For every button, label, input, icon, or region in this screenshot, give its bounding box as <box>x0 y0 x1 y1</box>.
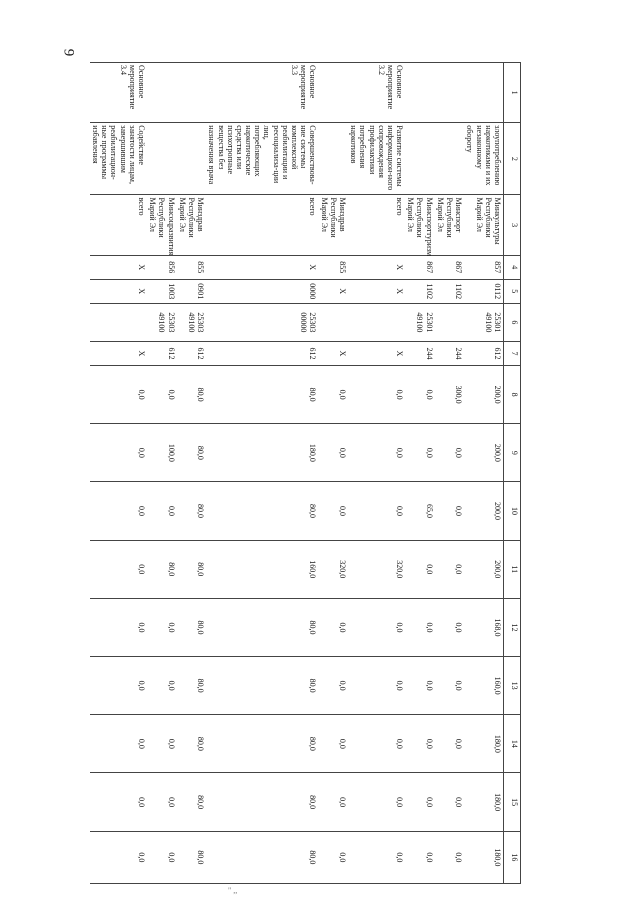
cell-c6: 25303 00000 <box>206 303 318 341</box>
value-cell: 0,0 <box>318 366 348 424</box>
table-row <box>206 63 318 884</box>
value-cell: 0,0 <box>405 540 435 598</box>
value-cell: 0,0 <box>435 424 465 482</box>
header-row <box>504 63 521 884</box>
value-cell: 0,0 <box>90 831 147 883</box>
cell-c3: Минздрав Республики Марий Эл <box>177 195 207 255</box>
value-cell: 0,0 <box>318 598 348 656</box>
value-cell: 0,0 <box>147 715 177 773</box>
cell-c7: 244 <box>405 341 435 365</box>
cell-c1 <box>177 63 207 123</box>
value-cell: 65,0 <box>405 482 435 540</box>
header-cell-7: 7 <box>504 341 521 365</box>
header-cell-13: 13 <box>504 657 521 715</box>
table-row <box>90 63 147 884</box>
cell-c3: Минкультуры Республики Марий Эл <box>464 195 503 255</box>
header-cell-1: 1 <box>504 63 521 123</box>
cell-c2: Содействие занятости лицам, завершившим реабилитацион-ные программы избавления <box>90 123 147 195</box>
cell-c6 <box>348 303 405 341</box>
table-row <box>318 63 348 884</box>
value-cell: 0,0 <box>90 540 147 598</box>
table-row <box>435 63 465 884</box>
value-cell: 200,0 <box>464 540 503 598</box>
cell-c7: X <box>90 341 147 365</box>
cell-c4: 857 <box>464 255 503 279</box>
value-cell: 80,0 <box>206 715 318 773</box>
cell-c1 <box>318 63 348 123</box>
cell-c7: X <box>348 341 405 365</box>
cell-c3: Минспорт Республики Марий Эл <box>435 195 465 255</box>
value-cell: 80,0 <box>147 540 177 598</box>
value-cell: 320,0 <box>348 540 405 598</box>
header-cell-15: 15 <box>504 773 521 831</box>
value-cell: 0,0 <box>90 424 147 482</box>
cell-c2 <box>147 123 177 195</box>
value-cell: 0,0 <box>318 657 348 715</box>
cell-c1 <box>405 63 435 123</box>
value-cell: 300,0 <box>435 366 465 424</box>
cell-c6 <box>435 303 465 341</box>
cell-c4: 856 <box>147 255 177 279</box>
cell-c5: X <box>318 279 348 303</box>
page-number: 9 <box>60 48 77 57</box>
value-cell: 80,0 <box>177 831 207 883</box>
footer-mark: " ,, <box>228 886 238 895</box>
header-cell-11: 11 <box>504 540 521 598</box>
cell-c7: 612 <box>147 341 177 365</box>
cell-c3: Минспорттуризм Республики Марий Эл <box>405 195 435 255</box>
value-cell: 80,0 <box>206 831 318 883</box>
cell-c7: 612 <box>177 341 207 365</box>
header-cell-4: 4 <box>504 255 521 279</box>
value-cell: 80,0 <box>206 657 318 715</box>
cell-c3: Минсоцразвития Республики Марий Эл <box>147 195 177 255</box>
value-cell: 320,0 <box>318 540 348 598</box>
cell-c3: всего <box>90 195 147 255</box>
header-cell-14: 14 <box>504 715 521 773</box>
header-cell-16: 16 <box>504 831 521 883</box>
value-cell: 100,0 <box>147 424 177 482</box>
header-cell-2: 2 <box>504 123 521 195</box>
value-cell: 200,0 <box>464 366 503 424</box>
value-cell: 180,0 <box>464 773 503 831</box>
cell-c1 <box>464 63 503 123</box>
table-row <box>405 63 435 884</box>
value-cell: 80,0 <box>177 366 207 424</box>
value-cell: 0,0 <box>90 366 147 424</box>
cell-c4: 867 <box>435 255 465 279</box>
cell-c7: 244 <box>435 341 465 365</box>
value-cell: 200,0 <box>464 482 503 540</box>
cell-c6 <box>318 303 348 341</box>
value-cell: 0,0 <box>147 482 177 540</box>
value-cell: 0,0 <box>435 773 465 831</box>
value-cell: 0,0 <box>318 831 348 883</box>
cell-c3: всего <box>348 195 405 255</box>
value-cell: 0,0 <box>435 715 465 773</box>
header-cell-10: 10 <box>504 482 521 540</box>
value-cell: 80,0 <box>177 598 207 656</box>
cell-c6 <box>90 303 147 341</box>
value-cell: 0,0 <box>435 831 465 883</box>
value-cell: 0,0 <box>405 598 435 656</box>
value-cell: 160,0 <box>206 540 318 598</box>
cell-c6: 25303 49100 <box>147 303 177 341</box>
cell-c2 <box>405 123 435 195</box>
value-cell: 0,0 <box>348 424 405 482</box>
value-cell: 168,0 <box>464 598 503 656</box>
value-cell: 0,0 <box>318 482 348 540</box>
cell-c7: 612 <box>464 341 503 365</box>
value-cell: 0,0 <box>435 540 465 598</box>
cell-c2 <box>177 123 207 195</box>
value-cell: 80,0 <box>206 773 318 831</box>
value-cell: 0,0 <box>90 715 147 773</box>
cell-c1: Основное мероприятие 3.4 <box>90 63 147 123</box>
value-cell: 0,0 <box>147 831 177 883</box>
cell-c5: X <box>90 279 147 303</box>
value-cell: 0,0 <box>318 715 348 773</box>
rotated-table-wrapper <box>91 62 521 884</box>
value-cell: 0,0 <box>147 657 177 715</box>
value-cell: 80,0 <box>177 773 207 831</box>
value-cell: 0,0 <box>90 773 147 831</box>
value-cell: 0,0 <box>405 366 435 424</box>
header-cell-12: 12 <box>504 598 521 656</box>
cell-c7: 612 <box>206 341 318 365</box>
value-cell: 0,0 <box>147 366 177 424</box>
value-cell: 0,0 <box>435 657 465 715</box>
header-cell-3: 3 <box>504 195 521 255</box>
cell-c3: Минздрав Республики Марий Эл <box>318 195 348 255</box>
value-cell: 0,0 <box>405 773 435 831</box>
cell-c5: 1102 <box>435 279 465 303</box>
value-cell: 160,0 <box>464 657 503 715</box>
cell-c5: 1003 <box>147 279 177 303</box>
value-cell: 80,0 <box>206 598 318 656</box>
table-body <box>90 63 504 884</box>
value-cell: 80,0 <box>177 482 207 540</box>
value-cell: 0,0 <box>405 657 435 715</box>
cell-c2 <box>435 123 465 195</box>
value-cell: 0,0 <box>348 657 405 715</box>
value-cell: 180,0 <box>206 424 318 482</box>
table-row <box>177 63 207 884</box>
cell-c2: злоупотреблению наркотиками и их незаконному обороту <box>464 123 503 195</box>
value-cell: 0,0 <box>348 598 405 656</box>
cell-c1: Основное мероприятие 3.3 <box>206 63 318 123</box>
cell-c2: Развитие системы информацион-ного сопровождения профилактики потребления наркотиков <box>348 123 405 195</box>
value-cell: 80,0 <box>177 424 207 482</box>
cell-c4: X <box>206 255 318 279</box>
cell-c5: 0112 <box>464 279 503 303</box>
cell-c7: X <box>318 341 348 365</box>
cell-c1: Основное мероприятие 3.2 <box>348 63 405 123</box>
cell-c4: 867 <box>405 255 435 279</box>
value-cell: 200,0 <box>464 424 503 482</box>
value-cell: 0,0 <box>348 482 405 540</box>
value-cell: 0,0 <box>348 715 405 773</box>
header-cell-6: 6 <box>504 303 521 341</box>
cell-c5: 0000 <box>206 279 318 303</box>
value-cell: 0,0 <box>318 424 348 482</box>
cell-c3: всего <box>206 195 318 255</box>
value-cell: 0,0 <box>90 598 147 656</box>
value-cell: 0,0 <box>348 366 405 424</box>
cell-c5: X <box>348 279 405 303</box>
value-cell: 0,0 <box>405 424 435 482</box>
value-cell: 0,0 <box>405 715 435 773</box>
value-cell: 80,0 <box>177 715 207 773</box>
value-cell: 0,0 <box>90 482 147 540</box>
value-cell: 80,0 <box>206 366 318 424</box>
cell-c1 <box>147 63 177 123</box>
value-cell: 0,0 <box>147 598 177 656</box>
value-cell: 0,0 <box>348 773 405 831</box>
cell-c6: 25301 49100 <box>405 303 435 341</box>
value-cell: 180,0 <box>464 715 503 773</box>
table-row <box>348 63 405 884</box>
cell-c4: 855 <box>318 255 348 279</box>
value-cell: 0,0 <box>435 482 465 540</box>
value-cell: 0,0 <box>147 773 177 831</box>
cell-c6: 25301 49100 <box>464 303 503 341</box>
cell-c4: X <box>90 255 147 279</box>
value-cell: 0,0 <box>435 598 465 656</box>
value-cell: 80,0 <box>177 540 207 598</box>
value-cell: 0,0 <box>90 657 147 715</box>
value-cell: 0,0 <box>318 773 348 831</box>
table-row <box>464 63 503 884</box>
header-cell-5: 5 <box>504 279 521 303</box>
header-cell-8: 8 <box>504 366 521 424</box>
value-cell: 0,0 <box>348 831 405 883</box>
table-row <box>147 63 177 884</box>
cell-c5: 0901 <box>177 279 207 303</box>
cell-c2 <box>318 123 348 195</box>
value-cell: 80,0 <box>177 657 207 715</box>
cell-c2: Совершенствова-ние системы комплексной реабилитации и ресоциализа-ции лиц, потребляющих наркотические средства или психотропные вещества без назначения врача <box>206 123 318 195</box>
value-cell: 180,0 <box>464 831 503 883</box>
cell-c4: X <box>348 255 405 279</box>
budget-table <box>90 62 521 884</box>
value-cell: 80,0 <box>206 482 318 540</box>
cell-c4: 855 <box>177 255 207 279</box>
cell-c1 <box>435 63 465 123</box>
value-cell: 0,0 <box>405 831 435 883</box>
cell-c5: 1102 <box>405 279 435 303</box>
cell-c6: 25303 49100 <box>177 303 207 341</box>
header-cell-9: 9 <box>504 424 521 482</box>
